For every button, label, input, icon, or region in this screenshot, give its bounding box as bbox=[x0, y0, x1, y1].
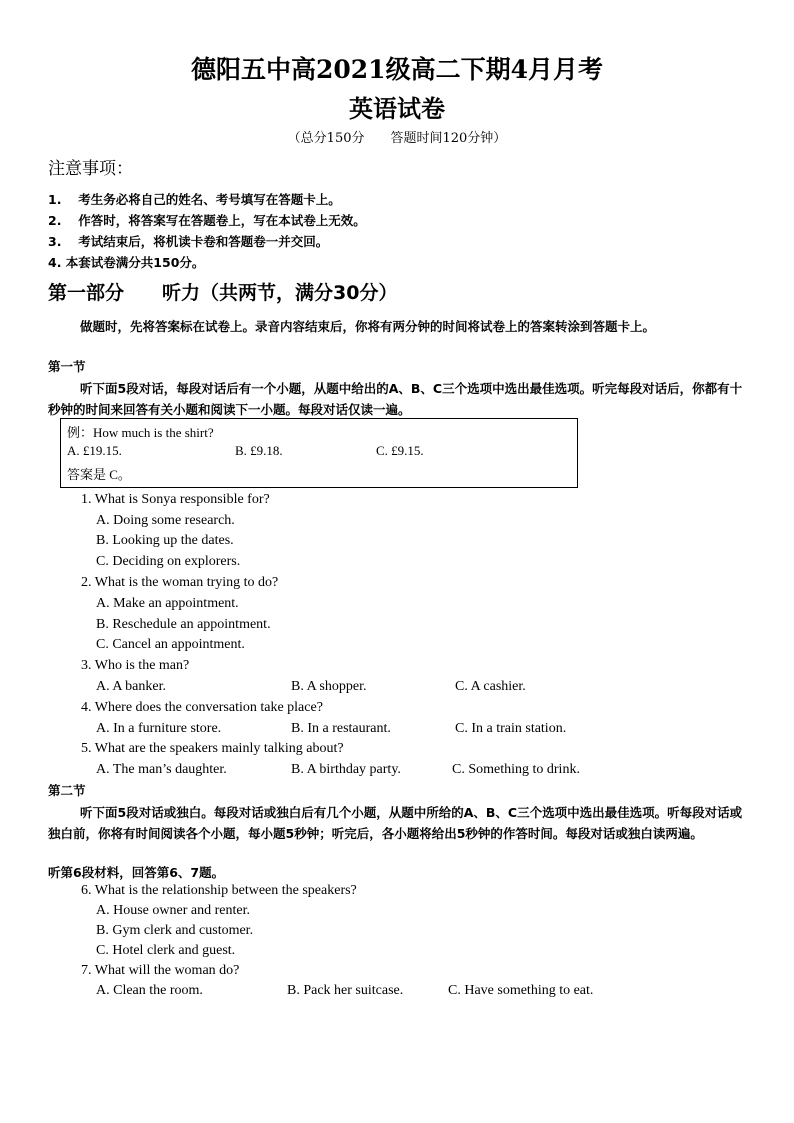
section2-instructions: 听下面5段对话或独白。每段对话或独白后有几个小题，从题中所给的A、B、C三个选项中选出最佳选项。听每段对话或独白前，你将有时间阅读各个小题，每小题5秒钟；听完后，各小题将给出5秒钟的作答时间。每段对话或独白读两遍。 bbox=[48, 805, 743, 841]
example-answer: 答案是 C。 bbox=[67, 467, 131, 482]
section1-label: 第一节 bbox=[48, 359, 86, 374]
section2-material: 听第6段材料，回答第6、7题。 bbox=[48, 865, 225, 880]
option-c: C. Hotel clerk and guest. bbox=[96, 943, 236, 958]
exam-subtitle: 英语试卷 bbox=[349, 94, 445, 123]
option-c: C. Cancel an appointment. bbox=[96, 637, 245, 652]
exam-title: 德阳五中高2021级高二下期4月月考 bbox=[191, 55, 603, 84]
section1-instructions: 听下面5段对话，每段对话后有一个小题，从题中给出的A、B、C三个选项中选出最佳选项。听完每段对话后，你都有十秒钟的时间来回答有关小题和阅读下一小题。每段对话仅读一遍。 bbox=[48, 381, 743, 417]
option-b: B. A shopper. bbox=[291, 679, 367, 694]
option-b: B. A birthday party. bbox=[291, 762, 401, 777]
part1-heading: 第一部分 听力（共两节，满分30分） bbox=[48, 282, 398, 304]
option-c: C. In a train station. bbox=[455, 721, 567, 736]
question-stem: 1. What is Sonya responsible for? bbox=[81, 492, 270, 507]
option-a: A. A banker. bbox=[96, 679, 166, 694]
option-b: B. Pack her suitcase. bbox=[287, 983, 404, 998]
option-c: C. A cashier. bbox=[455, 679, 526, 694]
option-a: A. House owner and renter. bbox=[96, 903, 250, 918]
option-a: A. In a furniture store. bbox=[96, 721, 222, 736]
notice-item: 1. 考生务必将自己的姓名、考号填写在答题卡上。 bbox=[48, 192, 341, 207]
section2-label: 第二节 bbox=[48, 783, 86, 798]
notice-item: 3. 考试结束后，将机读卡卷和答题卷一并交回。 bbox=[48, 234, 329, 249]
option-c: C. Something to drink. bbox=[452, 762, 580, 777]
example-option-b: B. £9.18. bbox=[235, 443, 283, 458]
part1-intro: 做题时，先将答案标在试卷上。录音内容结束后，你将有两分钟的时间将试卷上的答案转涂到答题卡上。 bbox=[80, 319, 656, 334]
option-b: B. Gym clerk and customer. bbox=[96, 923, 254, 938]
option-a: A. Doing some research. bbox=[96, 513, 235, 528]
example-box bbox=[60, 418, 578, 488]
option-a: A. Clean the room. bbox=[96, 983, 203, 998]
example-question: 例：How much is the shirt? bbox=[67, 425, 214, 440]
option-b: B. Looking up the dates. bbox=[96, 533, 234, 548]
option-b: B. Reschedule an appointment. bbox=[96, 617, 271, 632]
example-option-c: C. £9.15. bbox=[376, 443, 424, 458]
question-stem: 4. Where does the conversation take place? bbox=[81, 700, 323, 715]
option-a: A. Make an appointment. bbox=[96, 596, 239, 611]
question-stem: 2. What is the woman trying to do? bbox=[81, 575, 279, 590]
option-c: C. Deciding on explorers. bbox=[96, 554, 241, 569]
notice-item: 2. 作答时，将答案写在答题卷上，写在本试卷上无效。 bbox=[48, 213, 366, 228]
option-a: A. The man’s daughter. bbox=[96, 762, 227, 777]
option-b: B. In a restaurant. bbox=[291, 721, 391, 736]
notice-item: 4. 本套试卷满分共150分。 bbox=[48, 255, 205, 270]
question-stem: 3. Who is the man? bbox=[81, 658, 190, 673]
question-stem: 5. What are the speakers mainly talking about? bbox=[81, 741, 344, 756]
notice-heading: 注意事项： bbox=[48, 159, 133, 179]
exam-meta: （总分150分 答题时间120分钟） bbox=[287, 131, 507, 146]
option-c: C. Have something to eat. bbox=[448, 983, 594, 998]
question-stem: 7. What will the woman do? bbox=[81, 963, 240, 978]
question-stem: 6. What is the relationship between the speakers? bbox=[81, 883, 357, 898]
example-option-a: A. £19.15. bbox=[67, 443, 122, 458]
